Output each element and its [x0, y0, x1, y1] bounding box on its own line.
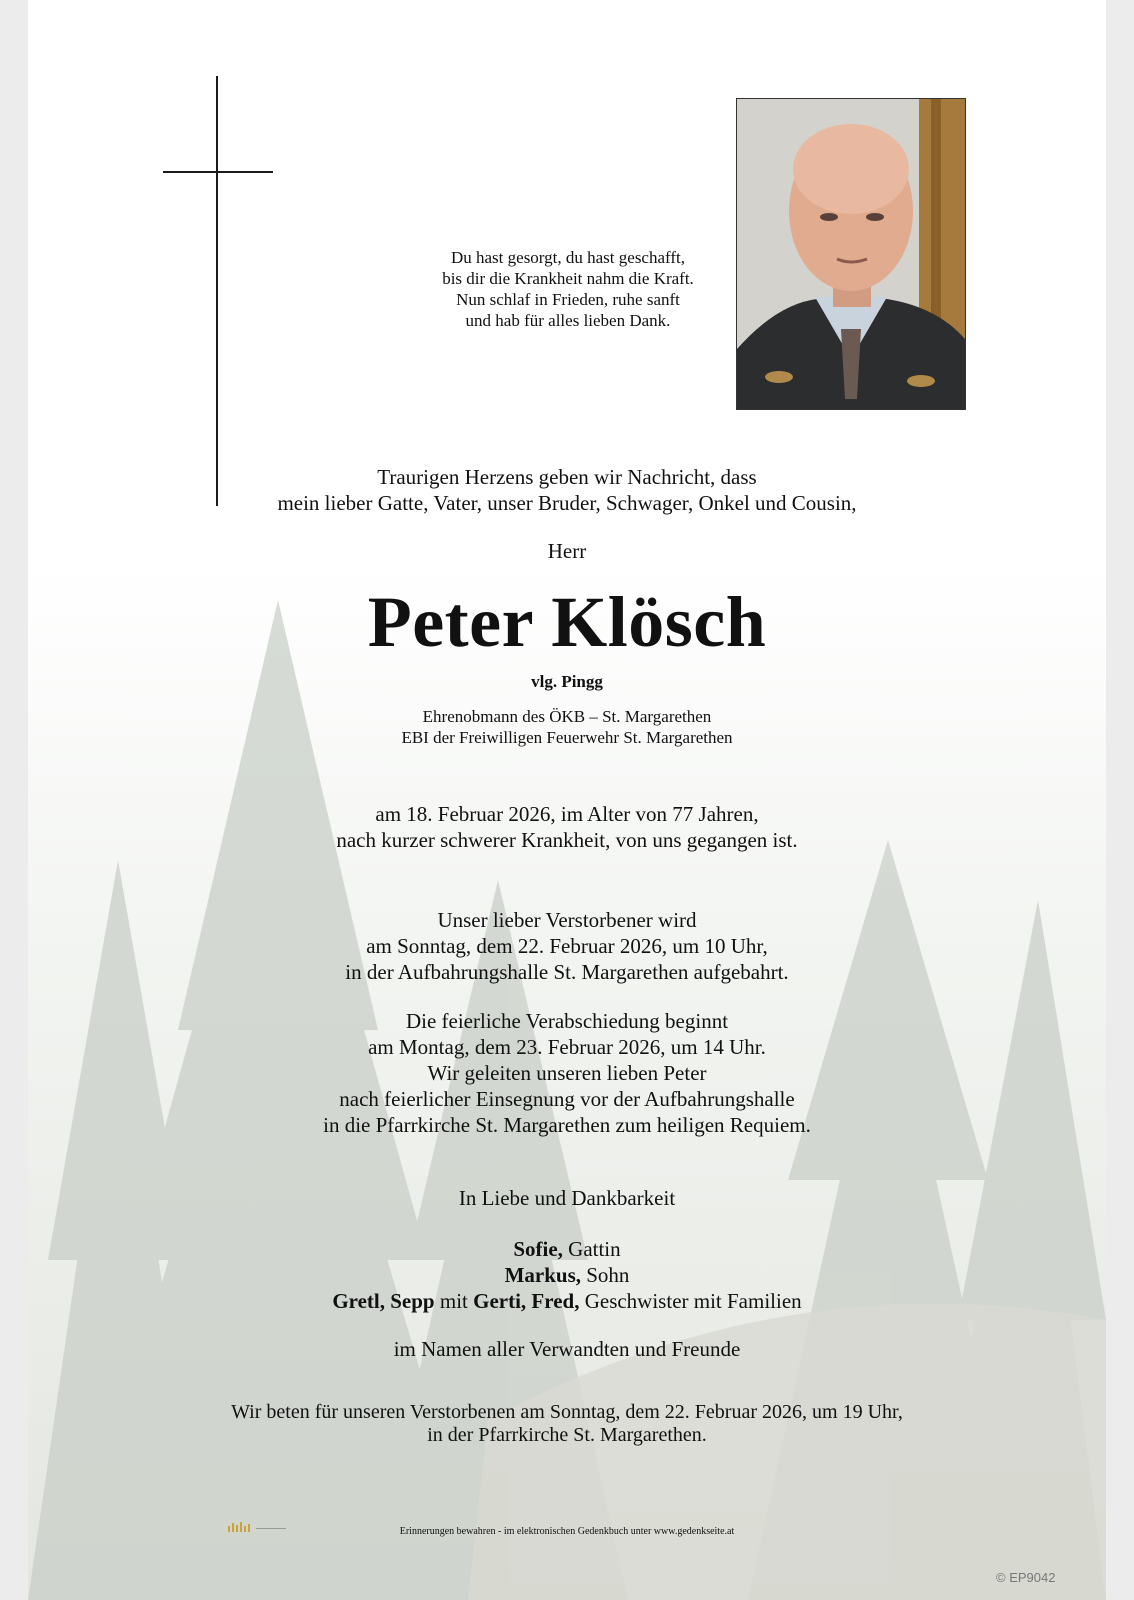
viewing-line: Unser lieber Verstorbener wird [437, 908, 697, 932]
death-line: am 18. Februar 2026, im Alter von 77 Jahren, [375, 802, 759, 826]
siblings-role: Geschwister mit Familien [584, 1289, 802, 1313]
viewing-line: am Sonntag, dem 22. Februar 2026, um 10 Uhr, [366, 934, 768, 958]
family-mourners [28, 1236, 1106, 1314]
family-line-son [28, 1262, 1106, 1288]
viewing-line: in der Aufbahrungshalle St. Margarethen aufgebahrt. [345, 960, 789, 984]
son-role: Sohn [586, 1263, 630, 1287]
copyright-code: © EP9042 [996, 1570, 1056, 1585]
memorial-poem [398, 247, 738, 331]
wife-role: Gattin [568, 1237, 621, 1261]
siblings-names-1: Gretl, Sepp [332, 1289, 435, 1313]
honorary-titles [28, 706, 1106, 748]
cross-vertical-bar [216, 76, 218, 506]
cross-horizontal-bar [163, 171, 273, 173]
farewell-line: am Montag, dem 23. Februar 2026, um 14 Uhr. [368, 1035, 766, 1059]
title-line: EBI der Freiwilligen Feuerwehr St. Margarethen [401, 728, 733, 747]
poem-line: bis dir die Krankheit nahm die Kraft. [442, 269, 694, 288]
salutation: Herr [547, 539, 587, 563]
death-notice [28, 801, 1106, 853]
viewing-notice [28, 907, 1106, 985]
deceased-portrait-photo [736, 98, 966, 410]
siblings-mit: mit [439, 1289, 468, 1313]
siblings-names-2: Gerti, Fred, [473, 1289, 580, 1313]
son-name: Markus, [504, 1263, 581, 1287]
death-line: nach kurzer schwerer Krankheit, von uns gegangen ist. [336, 828, 798, 852]
farewell-line: Die feierliche Verabschiedung beginnt [405, 1009, 729, 1033]
farewell-line: in die Pfarrkirche St. Margarethen zum heiligen Requiem. [323, 1113, 811, 1137]
love-and-gratitude-line: In Liebe und Dankbarkeit [458, 1186, 676, 1210]
parte-sheet [28, 0, 1106, 1600]
intro-line: Traurigen Herzens geben wir Nachricht, dass [377, 465, 757, 489]
poem-line: und hab für alles lieben Dank. [465, 311, 671, 330]
intro-line: mein lieber Gatte, Vater, unser Bruder, Schwager, Onkel und Cousin, [277, 491, 857, 515]
vulgo-name: vlg. Pingg [531, 672, 603, 691]
poem-line: Nun schlaf in Frieden, ruhe sanft [456, 290, 680, 309]
farewell-line: nach feierlicher Einsegnung vor der Aufbahrungshalle [339, 1087, 795, 1111]
memorial-book-footer: Erinnerungen bewahren - im elektronischen Gedenkbuch unter www.gedenkseite.at [399, 1526, 735, 1537]
deceased-name: Peter Klösch [367, 582, 767, 662]
family-line-wife [28, 1236, 1106, 1262]
relatives-and-friends-line: im Namen aller Verwandten und Freunde [393, 1337, 741, 1361]
farewell-line: Wir geleiten unseren lieben Peter [427, 1061, 707, 1085]
intro-text [28, 464, 1106, 516]
poem-line: Du hast gesorgt, du hast geschafft, [450, 248, 686, 267]
farewell-notice [28, 1008, 1106, 1138]
prayer-line: in der Pfarrkirche St. Margarethen. [427, 1424, 707, 1446]
wife-name: Sofie, [513, 1237, 563, 1261]
title-line: Ehrenobmann des ÖKB – St. Margarethen [422, 707, 712, 726]
family-line-siblings [28, 1288, 1106, 1314]
prayer-notice [28, 1401, 1106, 1447]
prayer-line: Wir beten für unseren Verstorbenen am Sonntag, dem 22. Februar 2026, um 19 Uhr, [231, 1401, 903, 1423]
